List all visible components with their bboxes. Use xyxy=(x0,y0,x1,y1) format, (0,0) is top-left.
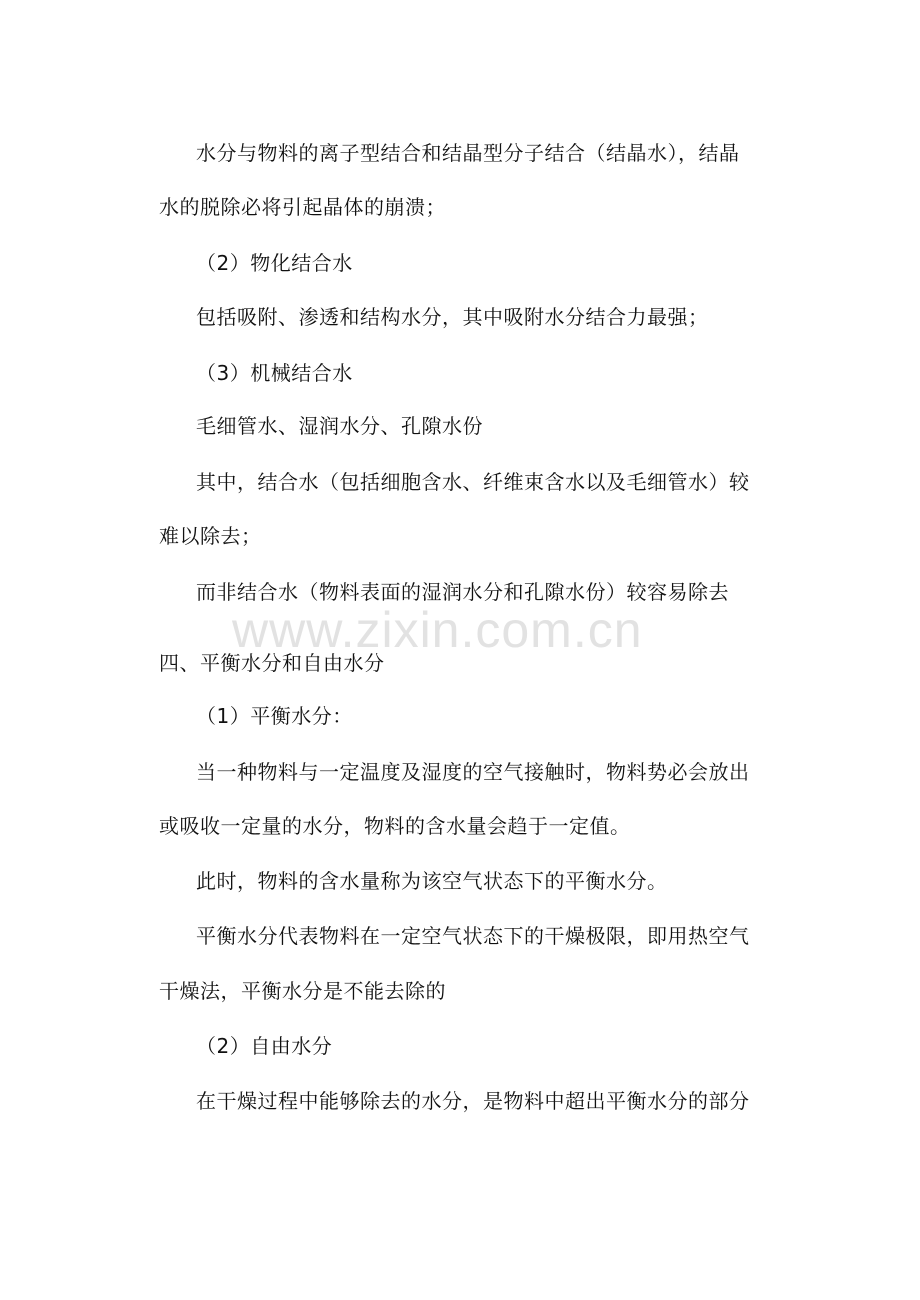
paragraph-line: 难以除去； xyxy=(159,524,262,548)
paragraph-line: 平衡水分代表物料在一定空气状态下的干燥极限，即用热空气 xyxy=(196,924,750,948)
subheading-line: （3）机械结合水 xyxy=(196,361,353,385)
paragraph-line: 毛细管水、湿润水分、孔隙水份 xyxy=(196,414,483,438)
paragraph-line: 或吸收一定量的水分，物料的含水量会趋于一定值。 xyxy=(159,814,631,838)
paragraph-line: 水的脱除必将引起晶体的崩溃； xyxy=(159,195,446,219)
section-heading: 四、平衡水分和自由水分 xyxy=(159,651,385,675)
paragraph-line: 水分与物料的离子型结合和结晶型分子结合（结晶水），结晶 xyxy=(196,141,740,165)
watermark-text: www.zixin.com.cn xyxy=(232,602,643,658)
paragraph-line: 此时，物料的含水量称为该空气状态下的平衡水分。 xyxy=(196,869,668,893)
paragraph-line: 其中，结合水（包括细胞含水、纤维束含水以及毛细管水）较 xyxy=(196,470,750,494)
subheading-line: （2）物化结合水 xyxy=(196,251,353,275)
paragraph-line: 在干燥过程中能够除去的水分，是物料中超出平衡水分的部分 xyxy=(196,1089,750,1113)
subheading-line: （2）自由水分 xyxy=(196,1034,333,1058)
paragraph-line: 而非结合水（物料表面的湿润水分和孔隙水份）较容易除去 xyxy=(196,580,729,604)
paragraph-line: 包括吸附、渗透和结构水分，其中吸附水分结合力最强； xyxy=(196,305,709,329)
paragraph-line: 干燥法，平衡水分是不能去除的 xyxy=(159,979,446,1003)
paragraph-line: 当一种物料与一定温度及湿度的空气接触时，物料势必会放出 xyxy=(196,760,750,784)
subheading-line: （1）平衡水分： xyxy=(196,704,353,728)
